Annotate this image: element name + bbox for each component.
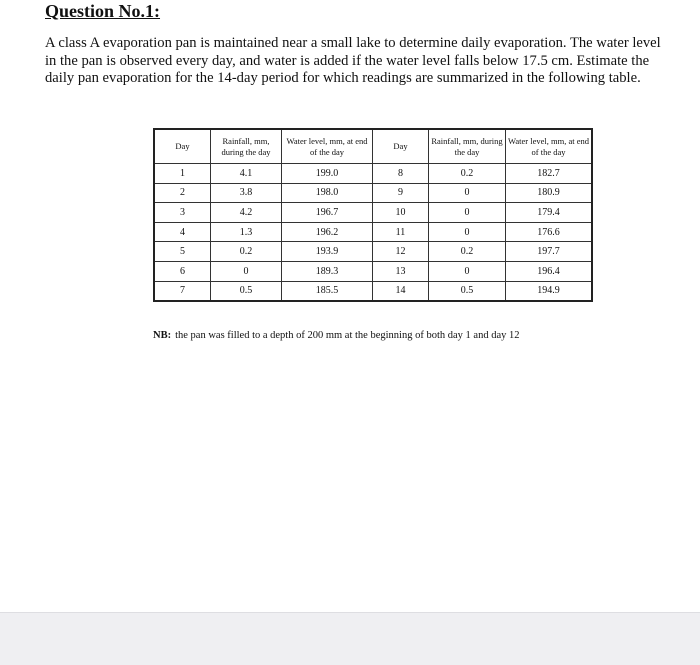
table-row — [154, 222, 592, 242]
header-day-1: Day — [154, 129, 211, 164]
table-cell: 2 — [154, 183, 211, 203]
note-text: the pan was filled to a depth of 200 mm at the beginning of both day 1 and day 12 — [175, 330, 520, 341]
table-cell: 197.7 — [506, 242, 593, 262]
table-cell: 7 — [154, 281, 211, 301]
table-cell: 0 — [429, 183, 506, 203]
header-day-2: Day — [373, 129, 429, 164]
header-water-level-2: Water level, mm, at end of the day — [506, 129, 593, 164]
table-cell: 13 — [373, 261, 429, 281]
header-rainfall-1: Rainfall, mm, during the day — [211, 129, 282, 164]
table-cell: 6 — [154, 261, 211, 281]
table-cell: 0.5 — [211, 281, 282, 301]
table-row — [154, 281, 592, 301]
table-cell: 4.1 — [211, 164, 282, 184]
table-cell: 180.9 — [506, 183, 593, 203]
table-cell: 4.2 — [211, 203, 282, 223]
table-cell: 196.4 — [506, 261, 593, 281]
table-cell: 10 — [373, 203, 429, 223]
table-cell: 4 — [154, 222, 211, 242]
table-cell: 179.4 — [506, 203, 593, 223]
viewer-bottom-bar — [0, 612, 700, 665]
question-title: Question No.1: — [45, 1, 161, 21]
table-cell: 196.7 — [282, 203, 373, 223]
table-row — [154, 261, 592, 281]
note-label: NB: — [153, 330, 172, 341]
table-cell: 185.5 — [282, 281, 373, 301]
table-cell: 0 — [429, 203, 506, 223]
evaporation-readings-table — [153, 128, 593, 302]
table-cell: 0 — [211, 261, 282, 281]
table-cell: 193.9 — [282, 242, 373, 262]
table-row — [154, 203, 592, 223]
table-cell: 12 — [373, 242, 429, 262]
header-water-level-1: Water level, mm, at end of the day — [282, 129, 373, 164]
table-cell: 198.0 — [282, 183, 373, 203]
table-cell: 189.3 — [282, 261, 373, 281]
table-cell: 9 — [373, 183, 429, 203]
table-cell: 0.2 — [429, 164, 506, 184]
table-cell: 11 — [373, 222, 429, 242]
table-row — [154, 242, 592, 262]
table-cell: 8 — [373, 164, 429, 184]
table-cell: 5 — [154, 242, 211, 262]
table-cell: 1 — [154, 164, 211, 184]
header-rainfall-2: Rainfall, mm, during the day — [429, 129, 506, 164]
table-row — [154, 183, 592, 203]
table-cell: 1.3 — [211, 222, 282, 242]
table-cell: 3.8 — [211, 183, 282, 203]
table-cell: 196.2 — [282, 222, 373, 242]
table-header-row — [154, 129, 592, 164]
table-row — [154, 164, 592, 184]
table-cell: 0.2 — [429, 242, 506, 262]
table-cell: 182.7 — [506, 164, 593, 184]
question-text: A class A evaporation pan is maintained near a small lake to determine daily evaporation. The water level in the pan is observed every day, and water is added if the water level falls below 17.5 cm. Estimate the daily pan evaporation for the 14-day period for which readings are summarized in the following table. — [45, 35, 661, 86]
table-cell: 194.9 — [506, 281, 593, 301]
table-body — [154, 164, 592, 302]
table-cell: 0.5 — [429, 281, 506, 301]
table-cell: 0 — [429, 222, 506, 242]
note — [153, 330, 519, 341]
table-cell: 176.6 — [506, 222, 593, 242]
table-cell: 3 — [154, 203, 211, 223]
table-cell: 0 — [429, 261, 506, 281]
table-cell: 0.2 — [211, 242, 282, 262]
table-cell: 199.0 — [282, 164, 373, 184]
table-cell: 14 — [373, 281, 429, 301]
